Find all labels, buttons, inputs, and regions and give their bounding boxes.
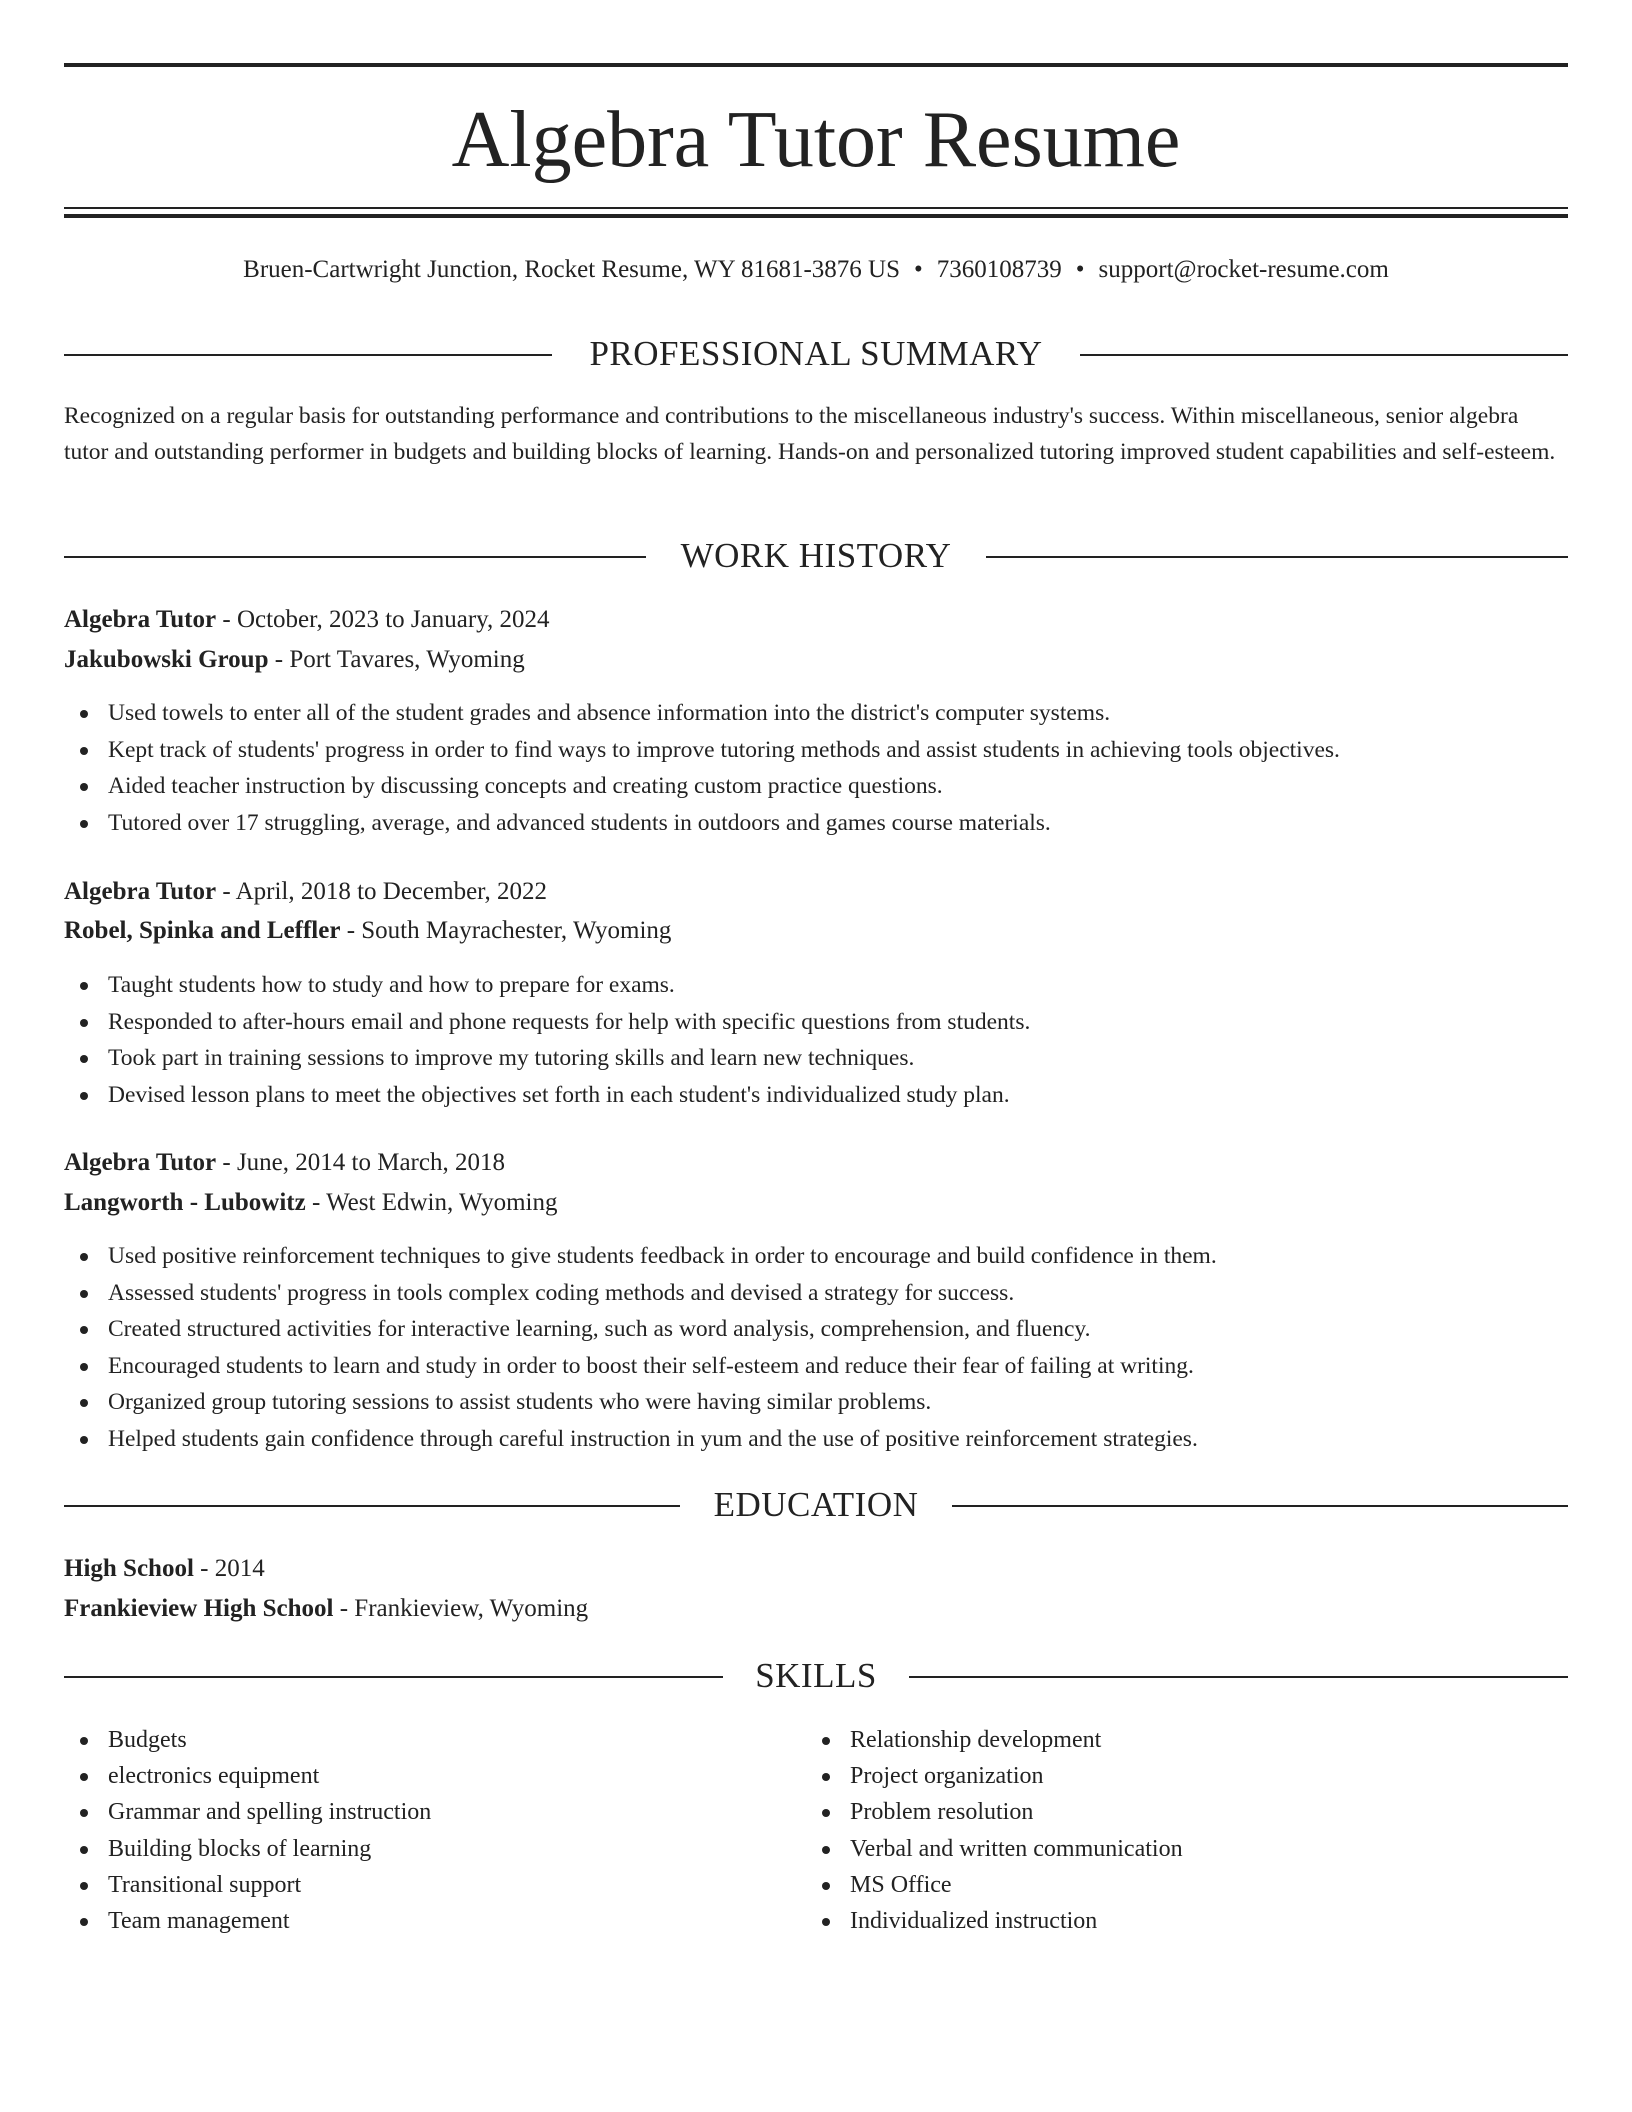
job-bullets [64, 1238, 1568, 1457]
job-title: Algebra Tutor [64, 1149, 217, 1176]
work-heading [64, 536, 1568, 576]
list-item: Taught students how to study and how to prepare for exams. [64, 967, 1568, 1004]
education-year: 2014 [214, 1555, 265, 1582]
skill-item: Project organization [806, 1758, 1506, 1794]
job-location: South Mayrachester, Wyoming [361, 917, 672, 944]
summary-heading [64, 334, 1568, 374]
skills-heading [64, 1656, 1568, 1696]
job-title: Algebra Tutor [64, 878, 217, 905]
job-location: Port Tavares, Wyoming [289, 646, 525, 673]
summary-heading-label: PROFESSIONAL SUMMARY [557, 334, 1074, 373]
summary-text: Recognized on a regular basis for outstanding performance and contributions to the miscellaneous industry's success. Within miscellaneous, senior algebra tutor and outstanding performer in budgets and building blocks of learning. Hands-on and personalized tutoring improved student capabilities and self-esteem. [64, 403, 1556, 465]
job-title-line: Algebra Tutor - April, 2018 to December, 2022 [64, 878, 547, 905]
skill-item: Verbal and written communication [806, 1831, 1506, 1867]
skill-item: Budgets [64, 1722, 764, 1758]
job-title-line: Algebra Tutor - October, 2023 to January, 2024 [64, 606, 550, 633]
skill-item: Grammar and spelling instruction [64, 1794, 764, 1830]
education-location: Frankieview, Wyoming [354, 1595, 589, 1622]
skill-item: electronics equipment [64, 1758, 764, 1794]
skills-list-right [806, 1722, 1506, 1939]
list-item: Tutored over 17 struggling, average, and advanced students in outdoors and games course materials. [64, 805, 1568, 842]
skill-item: Building blocks of learning [64, 1831, 764, 1867]
list-item: Assessed students' progress in tools complex coding methods and devised a strategy for success. [64, 1275, 1568, 1312]
title-rule-thick [64, 214, 1568, 218]
contact-separator: • [1075, 256, 1085, 283]
list-item: Created structured activities for interactive learning, such as word analysis, comprehension, and fluency. [64, 1311, 1568, 1348]
job-company-line: Langworth - Lubowitz - West Edwin, Wyoming [64, 1189, 558, 1216]
education-heading-label: EDUCATION [682, 1485, 951, 1524]
skill-item: Team management [64, 1903, 764, 1939]
job-location: West Edwin, Wyoming [326, 1189, 558, 1216]
skill-item: Transitional support [64, 1867, 764, 1903]
job-company: Jakubowski Group [64, 646, 269, 673]
skills-list-left [64, 1722, 764, 1939]
list-item: Helped students gain confidence through careful instruction in yum and the use of positive reinforcement strategies. [64, 1421, 1568, 1458]
contact-line [64, 252, 1568, 288]
skill-item: Individualized instruction [806, 1903, 1506, 1939]
contact-email: support@rocket-resume.com [1098, 256, 1389, 283]
work-heading-label: WORK HISTORY [649, 536, 984, 575]
list-item: Used towels to enter all of the student grades and absence information into the district's computer systems. [64, 695, 1568, 732]
job-title-line: Algebra Tutor - June, 2014 to March, 2018 [64, 1149, 505, 1176]
job-dates: April, 2018 to December, 2022 [235, 878, 547, 905]
list-item: Took part in training sessions to improve my tutoring skills and learn new techniques. [64, 1040, 1568, 1077]
skills-heading-label: SKILLS [723, 1656, 909, 1695]
page-title: Algebra Tutor Resume [451, 96, 1181, 184]
job-dates: October, 2023 to January, 2024 [236, 606, 550, 633]
list-item: Encouraged students to learn and study in order to boost their self-esteem and reduce their fear of failing at writing. [64, 1348, 1568, 1385]
education-heading [64, 1485, 1568, 1525]
job-title: Algebra Tutor [64, 606, 217, 633]
skill-item: MS Office [806, 1867, 1506, 1903]
list-item: Used positive reinforcement techniques to give students feedback in order to encourage and build confidence in them. [64, 1238, 1568, 1275]
job-company-line: Jakubowski Group - Port Tavares, Wyoming [64, 646, 525, 673]
job-company: Langworth - Lubowitz [64, 1189, 306, 1216]
education-degree-line: High School - 2014 [64, 1555, 265, 1582]
title-rule-thin [64, 207, 1568, 209]
contact-phone: 7360108739 [936, 256, 1062, 283]
job-company: Robel, Spinka and Leffler [64, 917, 341, 944]
list-item: Devised lesson plans to meet the objectives set forth in each student's individualized study plan. [64, 1077, 1568, 1114]
job-company-line: Robel, Spinka and Leffler - South Mayrachester, Wyoming [64, 917, 672, 944]
job-bullets [64, 967, 1568, 1113]
list-item: Kept track of students' progress in order to find ways to improve tutoring methods and assist students in achieving tools objectives. [64, 732, 1568, 769]
list-item: Responded to after-hours email and phone requests for help with specific questions from students. [64, 1004, 1568, 1041]
top-rule [64, 63, 1568, 67]
skill-item: Problem resolution [806, 1794, 1506, 1830]
contact-address: Bruen-Cartwright Junction, Rocket Resume, WY 81681-3876 US [243, 256, 901, 283]
list-item: Aided teacher instruction by discussing concepts and creating custom practice questions. [64, 768, 1568, 805]
education-school: Frankieview High School [64, 1595, 334, 1622]
list-item: Organized group tutoring sessions to assist students who were having similar problems. [64, 1384, 1568, 1421]
education-school-line: Frankieview High School - Frankieview, Wyoming [64, 1595, 589, 1622]
job-bullets [64, 695, 1568, 841]
skill-item: Relationship development [806, 1722, 1506, 1758]
job-dates: June, 2014 to March, 2018 [236, 1149, 505, 1176]
contact-separator: • [914, 256, 923, 283]
education-degree: High School [64, 1555, 194, 1582]
